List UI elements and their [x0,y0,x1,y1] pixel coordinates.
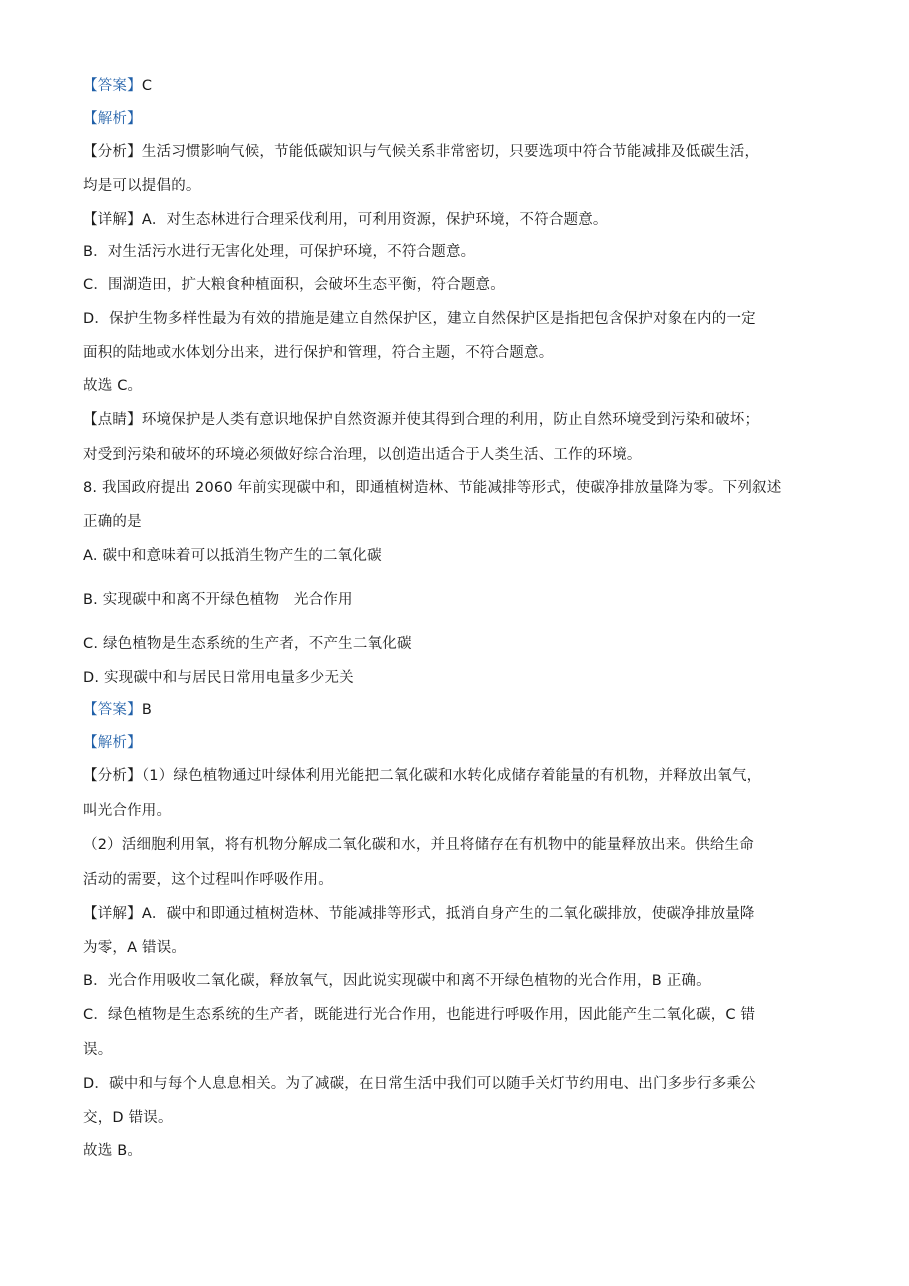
answer-line-2 [83,700,839,720]
fenxi2-text-1: （1）绿色植物通过叶绿体利用光能把二氧化碳和水转化成储存着能量的有机物，并释放出氧气， [141,768,762,784]
fenxi2-line-4: 活动的需要，这个过程叫作呼吸作用。 [83,872,333,888]
xiangjie-text-a: A．对生态林进行合理采伐利用，可利用资源，保护环境，不符合题意。 [141,212,608,228]
xiangjie2-text-a1: A．碳中和即通过植树造林、节能减排等形式，抵消自身产生的二氧化碳排放，使碳净排放量降 [141,906,755,922]
xiangjie-tag-2: 【详解】 [83,906,142,922]
analysis-tag-line-2 [83,733,839,753]
analysis-tag-2: 【解析】 [83,735,142,751]
answer-value-2: B [141,702,152,718]
xiangjie2-line-c1: C．绿色植物是生态系统的生产者，既能进行光合作用，也能进行呼吸作用，因此能产生二氧化碳，C 错 [83,1007,756,1023]
xiangjie2-line-a2: 为零，A 错误。 [83,940,187,956]
fenxi2-line-2: 叫光合作用。 [83,803,172,819]
fenxi2-line-1 [83,766,839,786]
answer-value: C [141,78,153,94]
dianjing-text-1: 环境保护是人类有意识地保护自然资源并使其得到合理的利用，防止自然环境受到污染和破坏； [141,412,760,428]
option-a: A. 碳中和意味着可以抵消生物产生的二氧化碳 [83,548,382,564]
xiangjie2-line-d2: 交，D 错误。 [83,1110,173,1126]
option-c: C. 绿色植物是生态系统的生产者，不产生二氧化碳 [83,636,412,652]
xiangjie2-line-c2: 误。 [83,1042,113,1058]
dianjing-tag: 【点睛】 [83,412,142,428]
option-b: B. 实现碳中和离不开绿色植物 光合作用 [83,592,353,608]
xiangjie-line-c: C．围湖造田，扩大粮食种植面积，会破坏生态平衡，符合题意。 [83,277,505,293]
answer-tag-2: 【答案】 [83,702,142,718]
choose-line: 故选 C。 [83,378,143,394]
choose-line-2: 故选 B。 [83,1143,143,1159]
analysis-tag-line [83,109,839,129]
fenxi-text-1: 生活习惯影响气候，节能低碳知识与气候关系非常密切，只要选项中符合节能减排及低碳生活， [141,144,760,160]
answer-tag: 【答案】 [83,78,142,94]
xiangjie-tag: 【详解】 [83,212,142,228]
xiangjie-line-d1: D．保护生物多样性最为有效的措施是建立自然保护区，建立自然保护区是指把包含保护对象在内的一定 [83,311,756,327]
fenxi-tag-2: 【分析】 [83,768,142,784]
question-8-stem-2: 正确的是 [83,514,142,530]
xiangjie-line-b: B．对生活污水进行无害化处理，可保护环境，不符合题意。 [83,244,476,260]
fenxi-tag: 【分析】 [83,144,142,160]
dianjing-line-2: 对受到污染和破坏的环境必须做好综合治理，以创造出适合于人类生活、工作的环境。 [83,447,642,463]
analysis-tag: 【解析】 [83,111,142,127]
option-d: D. 实现碳中和与居民日常用电量多少无关 [83,670,354,686]
xiangjie-line-d2: 面积的陆地或水体划分出来，进行保护和管理，符合主题，不符合题意。 [83,345,554,361]
fenxi2-line-3: （2）活细胞利用氧，将有机物分解成二氧化碳和水，并且将储存在有机物中的能量释放出来。供给生命 [83,837,754,853]
fenxi-line-2: 均是可以提倡的。 [83,178,201,194]
xiangjie2-line-b: B．光合作用吸收二氧化碳，释放氧气，因此说实现碳中和离不开绿色植物的光合作用，B 正确。 [83,973,711,989]
dianjing-line-1 [83,410,839,430]
answer-line [83,76,839,96]
question-8-stem-1: 8. 我国政府提出 2060 年前实现碳中和，即通植树造林、节能减排等形式，使碳净排放量降为零。下列叙述 [83,480,782,496]
xiangjie2-line-d1: D．碳中和与每个人息息相关。为了减碳，在日常生活中我们可以随手关灯节约用电、出门多步行多乘公 [83,1076,756,1092]
xiangjie2-line-a1 [83,904,839,924]
xiangjie-line-a [83,210,839,230]
fenxi-line-1 [83,142,839,162]
